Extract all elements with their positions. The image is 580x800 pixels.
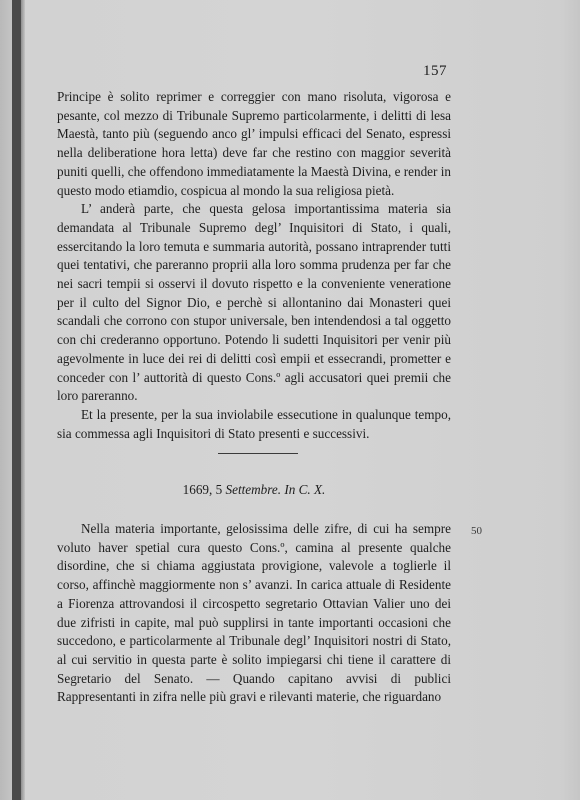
paragraph-execution: Et la presente, per la sua inviolabile essecutione in qualunque tempo, sia commessa agli Inquisitori di Stato presenti e successivi. bbox=[57, 406, 451, 441]
text-block-first-document bbox=[57, 88, 451, 443]
section-divider bbox=[218, 453, 298, 454]
paragraph-deliberation: L’ anderà parte, che questa gelosa importantissima materia sia demandata al Tribunale Supremo degl’ Inquisitori di Stato, i quali, essercitando la loro temuta e summaria autorità, possano intraprender tutti quei tentativi, che pareranno proprii alla loro somma prudenza per far che nei sacri tempii si osservi il dovuto rispetto e la conveniente veneratione per il culto del Signor Dio, e perchè si allontanino dai Monasteri quei scandali che corrono con stupor universale, ben intendendosi a tal oggetto con chi crederanno opportuno. Potendo li sudetti Inquisitori per venir più agevolmente in luce dei rei di delitti così empii et essecrandi, prometter e conceder con l’ auttorità di questo Cons.º agli accusatori quei premii che loro pareranno. bbox=[57, 201, 451, 404]
heading-italic: Settembre. In C. X. bbox=[225, 482, 326, 497]
page-number: 157 bbox=[423, 63, 447, 79]
document-heading bbox=[57, 482, 451, 498]
paragraph-ciphers: Nella materia importante, gelosissima delle zifre, di cui ha sempre voluto haver spetial cura questo Cons.º, camina al presente qualche disordine, che si chiama aggiustata provigione, valevole a toglierle il corso, affinchè maggiormente non s’ avanzi. In carica attuale di Residente a Fiorenza attrovandosi il circospetto segretario Ottavian Valier uno dei due zifristi in capite, mal può supplirsi in tante importanti occasioni che succedono, e particolarmente al Tribunale degl’ Inquisitori nostri di Stato, al cui servitio in questa parte è solito impiegarsi chi tiene il carattere di Segretario del Senato. — Quando capitano avvisi di publici Rappresentanti in zifra nelle più gravi e rilevanti materie, che riguardano bbox=[57, 521, 451, 705]
margin-line-number: 50 bbox=[471, 525, 482, 537]
paragraph-continued: Principe è solito reprimer e correggier con mano risoluta, vigorosa e pesante, col mezzo di Tribunale Supremo particolarmente, i delitti di lesa Maestà, tanto più (seguendo anco gl’ impulsi efficaci del Senato, espressi nella deliberatione hora letta) deve far che restino con maggior severità puniti quelli, che offendono immediatamente la Maestà Divina, e render in questo modo etiamdio, cospicua al mondo la sua religiosa pietà. bbox=[57, 89, 451, 198]
book-binding bbox=[12, 0, 21, 800]
text-block-second-document bbox=[57, 520, 451, 707]
heading-date: 1669, 5 bbox=[182, 482, 223, 497]
binding-shadow bbox=[21, 0, 25, 800]
